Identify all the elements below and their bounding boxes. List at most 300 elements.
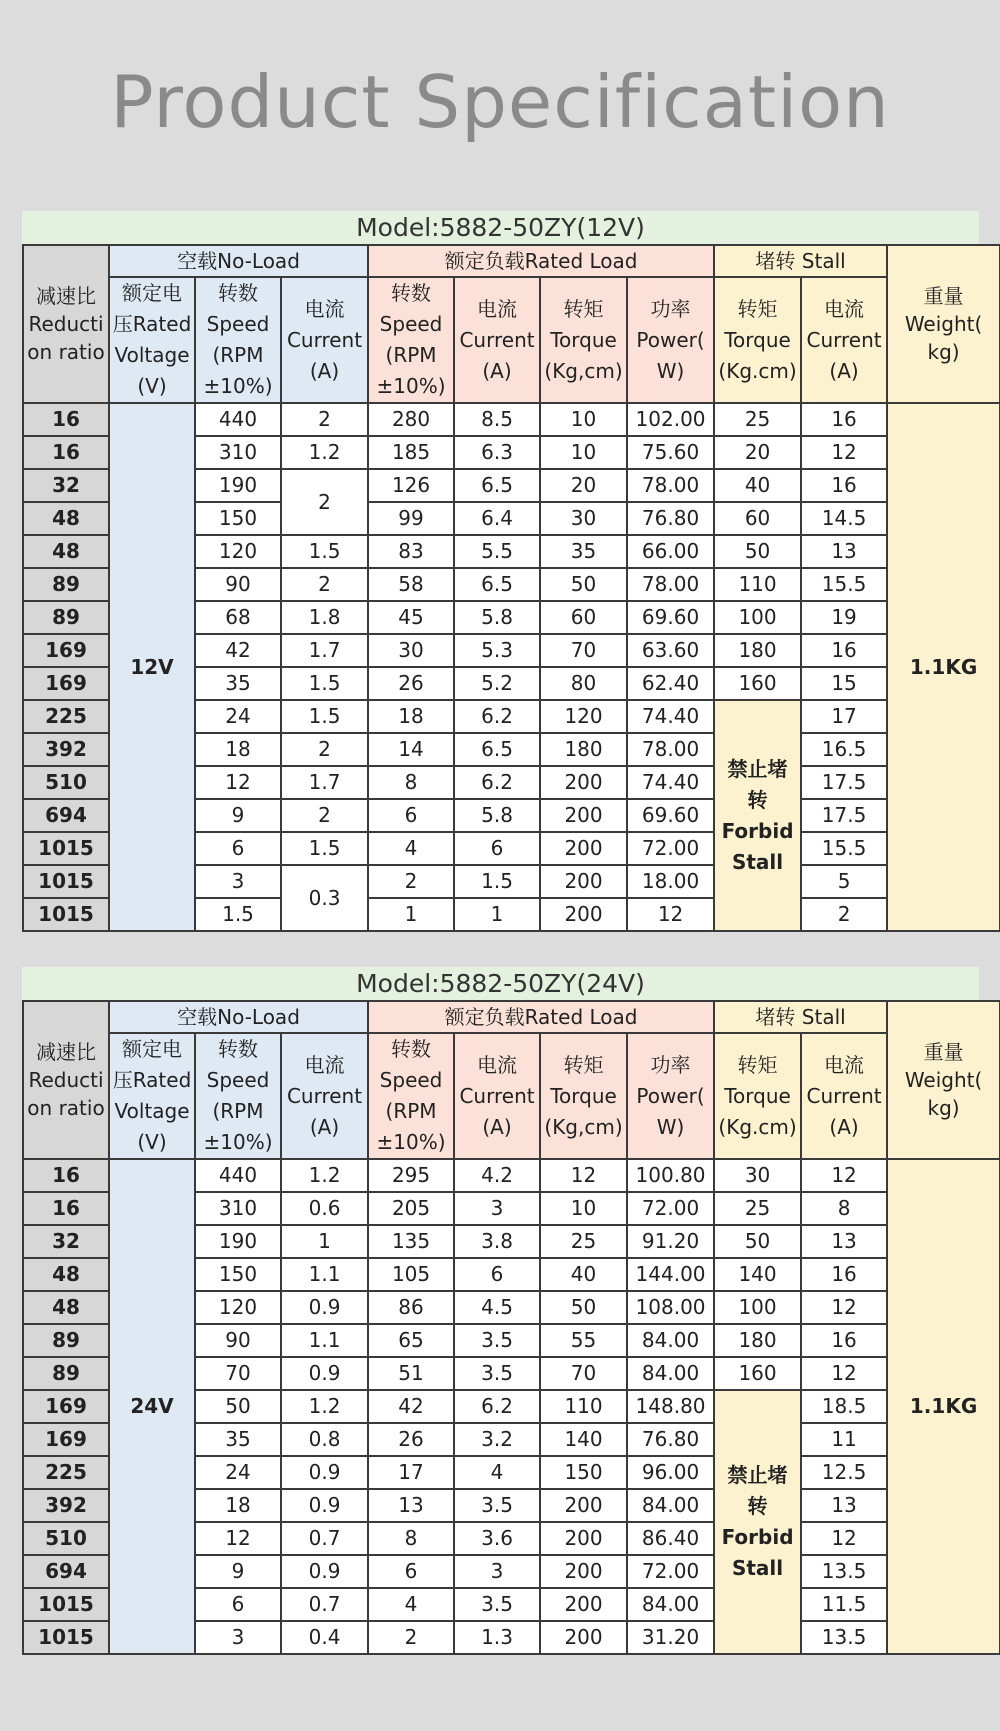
cell-st-current: 19 [801,601,887,634]
cell-rl-power: 96.00 [627,1456,714,1489]
cell-rl-power: 18.00 [627,865,714,898]
cell-rl-power: 74.40 [627,700,714,733]
cell-nl-speed: 6 [195,832,281,865]
cell-st-current: 13.5 [801,1555,887,1588]
cell-nl-current: 1 [281,1225,368,1258]
cell-nl-speed: 310 [195,1192,281,1225]
cell-rl-power: 75.60 [627,436,714,469]
cell-nl-current: 1.1 [281,1324,368,1357]
cell-nl-current: 2 [281,403,368,436]
cell-rl-current: 5.2 [454,667,540,700]
cell-ratio: 392 [23,1489,109,1522]
cell-rl-speed: 14 [368,733,454,766]
cell-st-current: 12 [801,1522,887,1555]
cell-rl-torque: 12 [540,1159,627,1192]
cell-ratio: 1015 [23,898,109,931]
header-rated-load: 额定负载Rated Load [368,245,714,277]
cell-rl-current: 4.2 [454,1159,540,1192]
cell-st-current: 17.5 [801,799,887,832]
forbid-stall-line: Forbid [721,818,794,843]
cell-nl-speed: 440 [195,403,281,436]
cell-nl-current: 0.4 [281,1621,368,1654]
cell-rl-current: 1.3 [454,1621,540,1654]
cell-rl-current: 5.8 [454,601,540,634]
cell-st-torque: 110 [714,568,801,601]
cell-st-current: 15.5 [801,568,887,601]
cell-rl-torque: 180 [540,733,627,766]
cell-nl-current: 1.2 [281,1390,368,1423]
cell-nl-current: 1.7 [281,766,368,799]
forbid-stall-note [714,700,801,931]
cell-ratio: 225 [23,1456,109,1489]
cell-rl-torque: 200 [540,865,627,898]
cell-ratio: 16 [23,1159,109,1192]
cell-ratio: 32 [23,1225,109,1258]
cell-rl-current: 3.2 [454,1423,540,1456]
cell-nl-speed: 18 [195,1489,281,1522]
cell-nl-current: 0.7 [281,1522,368,1555]
cell-voltage: 24V [109,1159,195,1654]
cell-st-current: 12 [801,1159,887,1192]
cell-st-current: 11.5 [801,1588,887,1621]
cell-rl-speed: 99 [368,502,454,535]
cell-ratio: 1015 [23,832,109,865]
cell-st-current: 14.5 [801,502,887,535]
cell-weight: 1.1KG [887,1159,1000,1654]
cell-rl-power: 78.00 [627,568,714,601]
cell-rl-current: 5.3 [454,634,540,667]
forbid-stall-line: 转 [747,787,768,812]
cell-rl-power: 78.00 [627,733,714,766]
cell-rl-speed: 13 [368,1489,454,1522]
cell-nl-current: 0.7 [281,1588,368,1621]
header-no-load: 空载No-Load [109,1001,368,1033]
cell-rl-power: 69.60 [627,601,714,634]
cell-st-torque: 50 [714,1225,801,1258]
cell-nl-current: 1.2 [281,436,368,469]
cell-st-current: 16.5 [801,733,887,766]
page-title: Product Specification [110,60,890,144]
cell-nl-speed: 190 [195,1225,281,1258]
cell-rl-torque: 200 [540,799,627,832]
header-ratio: 减速比 Reducti on ratio [23,245,109,403]
cell-nl-current: 1.7 [281,634,368,667]
cell-rl-power: 72.00 [627,832,714,865]
cell-nl-speed: 24 [195,700,281,733]
cell-rl-power: 84.00 [627,1324,714,1357]
cell-ratio: 392 [23,733,109,766]
cell-ratio: 510 [23,1522,109,1555]
cell-ratio: 169 [23,634,109,667]
cell-st-current: 16 [801,469,887,502]
cell-ratio: 510 [23,766,109,799]
header-rl-current: 电流 Current (A) [454,277,540,403]
header-rl-speed: 转数 Speed (RPM ±10%) [368,1033,454,1159]
cell-nl-current: 2 [281,799,368,832]
cell-st-current: 15 [801,667,887,700]
header-rl-power: 功率 Power( W) [627,277,714,403]
cell-rl-torque: 200 [540,1621,627,1654]
cell-rl-speed: 2 [368,865,454,898]
cell-rl-power: 63.60 [627,634,714,667]
cell-rl-current: 3.5 [454,1489,540,1522]
cell-ratio: 169 [23,667,109,700]
cell-st-current: 16 [801,1258,887,1291]
cell-rl-torque: 25 [540,1225,627,1258]
cell-nl-speed: 120 [195,1291,281,1324]
cell-st-current: 12.5 [801,1456,887,1489]
forbid-stall-line: Stall [731,849,784,874]
cell-nl-current: 1.5 [281,832,368,865]
cell-st-current: 17.5 [801,766,887,799]
cell-st-current: 13 [801,1489,887,1522]
cell-nl-speed: 150 [195,1258,281,1291]
cell-nl-current: 0.9 [281,1456,368,1489]
header-weight: 重量 Weight( kg) [887,1001,1000,1159]
spec-sheet-12v [22,211,983,932]
forbid-stall-line: 转 [747,1494,768,1518]
column-header-row [23,1033,1000,1159]
forbid-stall-line: Stall [731,1556,784,1580]
cell-rl-torque: 70 [540,634,627,667]
cell-rl-torque: 20 [540,469,627,502]
cell-rl-torque: 150 [540,1456,627,1489]
cell-rl-current: 5.8 [454,799,540,832]
header-st-current: 电流 Current (A) [801,1033,887,1159]
cell-rl-torque: 200 [540,832,627,865]
cell-rl-current: 6.2 [454,700,540,733]
cell-rl-speed: 8 [368,766,454,799]
cell-nl-speed: 50 [195,1390,281,1423]
cell-rl-power: 84.00 [627,1489,714,1522]
cell-rl-torque: 200 [540,1588,627,1621]
cell-st-current: 12 [801,1291,887,1324]
cell-ratio: 225 [23,700,109,733]
cell-ratio: 169 [23,1390,109,1423]
cell-nl-current: 0.9 [281,1489,368,1522]
cell-rl-power: 148.80 [627,1390,714,1423]
cell-st-torque: 20 [714,436,801,469]
cell-nl-current: 0.3 [281,865,368,931]
cell-st-torque: 180 [714,634,801,667]
cell-rl-current: 6.5 [454,733,540,766]
cell-st-current: 15.5 [801,832,887,865]
cell-rl-speed: 42 [368,1390,454,1423]
header-ratio: 减速比 Reducti on ratio [23,1001,109,1159]
cell-st-torque: 160 [714,1357,801,1390]
cell-nl-current: 1.1 [281,1258,368,1291]
cell-nl-speed: 150 [195,502,281,535]
cell-rl-torque: 50 [540,568,627,601]
cell-voltage: 12V [109,403,195,931]
cell-nl-speed: 12 [195,766,281,799]
cell-rl-speed: 65 [368,1324,454,1357]
cell-rl-torque: 200 [540,1489,627,1522]
cell-st-torque: 50 [714,535,801,568]
cell-st-current: 2 [801,898,887,931]
forbid-stall-line: 禁止堵 [727,1463,788,1487]
forbid-stall-line: Forbid [721,1525,794,1549]
cell-rl-torque: 10 [540,403,627,436]
group-header-row [23,245,1000,277]
cell-rl-speed: 4 [368,1588,454,1621]
header-rl-torque: 转矩 Torque (Kg,cm) [540,1033,627,1159]
cell-rl-speed: 6 [368,799,454,832]
cell-rl-current: 6.5 [454,568,540,601]
cell-st-torque: 60 [714,502,801,535]
cell-rl-power: 91.20 [627,1225,714,1258]
cell-st-current: 5 [801,865,887,898]
cell-ratio: 48 [23,1291,109,1324]
cell-st-current: 12 [801,436,887,469]
cell-ratio: 89 [23,568,109,601]
cell-st-current: 17 [801,700,887,733]
cell-nl-current: 0.9 [281,1357,368,1390]
cell-st-current: 16 [801,634,887,667]
header-nl-current: 电流 Current (A) [281,1033,368,1159]
cell-rl-speed: 18 [368,700,454,733]
cell-nl-speed: 9 [195,799,281,832]
cell-nl-speed: 3 [195,865,281,898]
cell-rl-current: 8.5 [454,403,540,436]
cell-rl-speed: 185 [368,436,454,469]
cell-nl-current: 0.6 [281,1192,368,1225]
model-title: Model:5882-50ZY(12V) [22,211,979,244]
cell-rl-speed: 86 [368,1291,454,1324]
cell-ratio: 89 [23,601,109,634]
cell-rl-torque: 60 [540,601,627,634]
cell-rl-torque: 30 [540,502,627,535]
cell-rl-torque: 110 [540,1390,627,1423]
cell-rl-torque: 200 [540,766,627,799]
cell-ratio: 32 [23,469,109,502]
cell-ratio: 16 [23,1192,109,1225]
cell-ratio: 89 [23,1324,109,1357]
header-nl-current: 电流 Current (A) [281,277,368,403]
cell-nl-speed: 12 [195,1522,281,1555]
cell-nl-speed: 90 [195,1324,281,1357]
forbid-stall-line: 禁止堵 [727,756,788,781]
cell-nl-speed: 9 [195,1555,281,1588]
cell-nl-current: 1.5 [281,667,368,700]
cell-rl-current: 3.8 [454,1225,540,1258]
cell-rl-speed: 51 [368,1357,454,1390]
cell-rl-torque: 200 [540,1522,627,1555]
cell-rl-torque: 200 [540,898,627,931]
table-row [23,1159,1000,1192]
cell-nl-current: 2 [281,568,368,601]
cell-rl-torque: 140 [540,1423,627,1456]
cell-rl-current: 3 [454,1192,540,1225]
cell-ratio: 694 [23,799,109,832]
cell-rl-power: 84.00 [627,1588,714,1621]
cell-nl-speed: 310 [195,436,281,469]
cell-rl-current: 6 [454,832,540,865]
cell-rl-speed: 126 [368,469,454,502]
cell-rl-power: 62.40 [627,667,714,700]
header-stall: 堵转 Stall [714,1001,887,1033]
cell-nl-current: 1.2 [281,1159,368,1192]
cell-rl-power: 72.00 [627,1192,714,1225]
cell-st-current: 11 [801,1423,887,1456]
header-voltage: 额定电 压Rated Voltage (V) [109,1033,195,1159]
cell-nl-speed: 18 [195,733,281,766]
cell-nl-current: 0.9 [281,1555,368,1588]
cell-nl-speed: 190 [195,469,281,502]
header-st-torque: 转矩 Torque (Kg.cm) [714,1033,801,1159]
cell-rl-current: 4.5 [454,1291,540,1324]
cell-nl-speed: 440 [195,1159,281,1192]
cell-rl-torque: 55 [540,1324,627,1357]
cell-st-torque: 100 [714,1291,801,1324]
cell-rl-current: 3.5 [454,1324,540,1357]
cell-rl-power: 74.40 [627,766,714,799]
cell-st-current: 13 [801,1225,887,1258]
cell-rl-current: 6.4 [454,502,540,535]
header-nl-speed: 转数 Speed (RPM ±10%) [195,277,281,403]
cell-rl-speed: 4 [368,832,454,865]
cell-st-torque: 100 [714,601,801,634]
cell-nl-speed: 42 [195,634,281,667]
cell-rl-torque: 10 [540,436,627,469]
cell-ratio: 169 [23,1423,109,1456]
cell-st-torque: 40 [714,469,801,502]
cell-rl-power: 102.00 [627,403,714,436]
cell-rl-torque: 200 [540,1555,627,1588]
cell-rl-torque: 70 [540,1357,627,1390]
cell-rl-current: 3.5 [454,1357,540,1390]
cell-ratio: 1015 [23,1588,109,1621]
cell-nl-speed: 68 [195,601,281,634]
cell-nl-current: 0.8 [281,1423,368,1456]
spec-table [22,1000,1000,1655]
header-rl-speed: 转数 Speed (RPM ±10%) [368,277,454,403]
cell-ratio: 16 [23,403,109,436]
cell-st-current: 13 [801,535,887,568]
cell-rl-current: 6.2 [454,1390,540,1423]
cell-rl-current: 1.5 [454,865,540,898]
cell-rl-power: 72.00 [627,1555,714,1588]
cell-rl-speed: 105 [368,1258,454,1291]
header-no-load: 空载No-Load [109,245,368,277]
cell-rl-current: 5.5 [454,535,540,568]
cell-rl-current: 3.6 [454,1522,540,1555]
cell-rl-speed: 295 [368,1159,454,1192]
model-title: Model:5882-50ZY(24V) [22,967,979,1000]
cell-rl-speed: 26 [368,667,454,700]
cell-ratio: 48 [23,535,109,568]
cell-st-torque: 140 [714,1258,801,1291]
spec-table [22,244,1000,932]
cell-rl-speed: 58 [368,568,454,601]
cell-rl-power: 12 [627,898,714,931]
cell-nl-speed: 3 [195,1621,281,1654]
cell-rl-power: 76.80 [627,1423,714,1456]
cell-rl-speed: 45 [368,601,454,634]
cell-rl-power: 31.20 [627,1621,714,1654]
cell-ratio: 89 [23,1357,109,1390]
cell-rl-speed: 2 [368,1621,454,1654]
cell-rl-power: 108.00 [627,1291,714,1324]
cell-rl-speed: 8 [368,1522,454,1555]
cell-rl-speed: 205 [368,1192,454,1225]
cell-st-current: 18.5 [801,1390,887,1423]
cell-rl-speed: 83 [368,535,454,568]
cell-rl-current: 6.2 [454,766,540,799]
header-voltage: 额定电 压Rated Voltage (V) [109,277,195,403]
cell-rl-torque: 120 [540,700,627,733]
cell-rl-torque: 50 [540,1291,627,1324]
cell-ratio: 48 [23,502,109,535]
cell-rl-torque: 40 [540,1258,627,1291]
cell-st-current: 8 [801,1192,887,1225]
cell-st-current: 12 [801,1357,887,1390]
cell-st-current: 16 [801,1324,887,1357]
cell-rl-power: 76.80 [627,502,714,535]
cell-rl-current: 6 [454,1258,540,1291]
cell-st-current: 13.5 [801,1621,887,1654]
cell-rl-power: 66.00 [627,535,714,568]
cell-rl-torque: 10 [540,1192,627,1225]
forbid-stall-note [714,1390,801,1654]
header-rl-power: 功率 Power( W) [627,1033,714,1159]
cell-rl-current: 1 [454,898,540,931]
cell-rl-current: 4 [454,1456,540,1489]
cell-st-current: 16 [801,403,887,436]
cell-rl-current: 6.3 [454,436,540,469]
cell-rl-speed: 135 [368,1225,454,1258]
cell-nl-speed: 90 [195,568,281,601]
header-nl-speed: 转数 Speed (RPM ±10%) [195,1033,281,1159]
cell-nl-current: 1.5 [281,535,368,568]
cell-rl-power: 144.00 [627,1258,714,1291]
cell-nl-speed: 24 [195,1456,281,1489]
cell-rl-power: 84.00 [627,1357,714,1390]
cell-nl-speed: 1.5 [195,898,281,931]
cell-rl-current: 6.5 [454,469,540,502]
header-stall: 堵转 Stall [714,245,887,277]
header-st-torque: 转矩 Torque (Kg.cm) [714,277,801,403]
cell-rl-torque: 80 [540,667,627,700]
cell-nl-speed: 70 [195,1357,281,1390]
cell-rl-speed: 30 [368,634,454,667]
spec-sheet-24v [22,967,983,1655]
cell-nl-current: 1.8 [281,601,368,634]
cell-rl-power: 86.40 [627,1522,714,1555]
cell-rl-torque: 35 [540,535,627,568]
header-rl-current: 电流 Current (A) [454,1033,540,1159]
cell-st-torque: 180 [714,1324,801,1357]
cell-ratio: 1015 [23,865,109,898]
table-row [23,403,1000,436]
cell-ratio: 1015 [23,1621,109,1654]
cell-st-torque: 25 [714,403,801,436]
cell-rl-power: 78.00 [627,469,714,502]
cell-nl-current: 0.9 [281,1291,368,1324]
group-header-row [23,1001,1000,1033]
column-header-row [23,277,1000,403]
cell-rl-speed: 17 [368,1456,454,1489]
header-weight: 重量 Weight( kg) [887,245,1000,403]
cell-weight: 1.1KG [887,403,1000,931]
cell-rl-speed: 26 [368,1423,454,1456]
cell-st-torque: 30 [714,1159,801,1192]
cell-rl-current: 3 [454,1555,540,1588]
header-rated-load: 额定负载Rated Load [368,1001,714,1033]
cell-nl-speed: 35 [195,667,281,700]
cell-nl-current: 2 [281,469,368,535]
cell-rl-current: 3.5 [454,1588,540,1621]
